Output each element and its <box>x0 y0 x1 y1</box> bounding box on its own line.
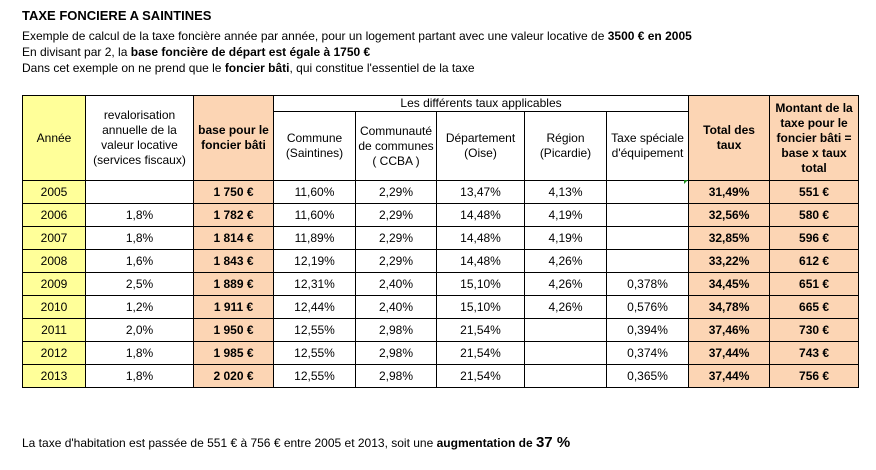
footer-percentage: 37 % <box>535 434 571 451</box>
cell-base: 1 782 € <box>194 204 274 227</box>
cell-departement: 13,47% <box>437 181 525 204</box>
table-row <box>23 204 859 227</box>
cell-annee: 2007 <box>23 227 86 250</box>
cell-region: 4,26% <box>525 250 607 273</box>
intro-line-2-bold: base foncière de départ est égale à 1750 € <box>130 45 371 59</box>
cell-commune: 11,89% <box>274 227 356 250</box>
cell-reval: 2,0% <box>86 319 194 342</box>
cell-ccba: 2,40% <box>356 296 437 319</box>
cell-region: 4,19% <box>525 204 607 227</box>
header-commune: Commune (Saintines) <box>274 112 356 181</box>
cell-departement: 14,48% <box>437 250 525 273</box>
cell-total: 32,56% <box>689 204 770 227</box>
cell-total: 37,44% <box>689 342 770 365</box>
cell-tse: 0,394% <box>607 319 689 342</box>
cell-montant: 580 € <box>770 204 859 227</box>
intro-text <box>22 28 692 76</box>
cell-commune: 12,55% <box>274 319 356 342</box>
footer-summary <box>22 434 570 451</box>
cell-tse: 0,576% <box>607 296 689 319</box>
cell-montant: 730 € <box>770 319 859 342</box>
cell-departement: 21,54% <box>437 365 525 388</box>
cell-tse <box>607 181 689 204</box>
header-group-taux: Les différents taux applicables <box>274 96 689 112</box>
intro-line-3-text: Dans cet exemple on ne prend que le <box>22 61 225 75</box>
cell-departement: 21,54% <box>437 319 525 342</box>
cell-annee: 2005 <box>23 181 86 204</box>
cell-region: 4,19% <box>525 227 607 250</box>
cell-reval: 1,8% <box>86 342 194 365</box>
cell-ccba: 2,98% <box>356 365 437 388</box>
cell-commune: 11,60% <box>274 181 356 204</box>
cell-departement: 14,48% <box>437 204 525 227</box>
cell-montant: 665 € <box>770 296 859 319</box>
cell-total: 34,45% <box>689 273 770 296</box>
cell-ccba: 2,29% <box>356 181 437 204</box>
table-row <box>23 365 859 388</box>
cell-reval: 2,5% <box>86 273 194 296</box>
cell-base: 1 750 € <box>194 181 274 204</box>
header-tse: Taxe spéciale d'équipement <box>607 112 689 181</box>
cell-ccba: 2,29% <box>356 250 437 273</box>
cell-total: 32,85% <box>689 227 770 250</box>
header-base: base pour le foncier bâti <box>194 96 274 181</box>
table-row <box>23 273 859 296</box>
cell-base: 1 889 € <box>194 273 274 296</box>
cell-tse: 0,365% <box>607 365 689 388</box>
cell-annee: 2012 <box>23 342 86 365</box>
footer-text: La taxe d'habitation est passée de 551 € à 756 € entre 2005 et 2013, soit une <box>22 436 437 450</box>
cell-commune: 12,31% <box>274 273 356 296</box>
cell-region <box>525 342 607 365</box>
cell-base: 1 814 € <box>194 227 274 250</box>
cell-base: 1 911 € <box>194 296 274 319</box>
cell-commune: 12,44% <box>274 296 356 319</box>
table-row <box>23 342 859 365</box>
intro-line-2 <box>22 44 692 60</box>
cell-annee: 2009 <box>23 273 86 296</box>
cell-total: 34,78% <box>689 296 770 319</box>
cell-montant: 612 € <box>770 250 859 273</box>
cell-comment-marker <box>684 180 688 184</box>
table-row <box>23 319 859 342</box>
cell-region: 4,26% <box>525 296 607 319</box>
tax-table <box>22 95 859 388</box>
cell-ccba: 2,40% <box>356 273 437 296</box>
cell-ccba: 2,29% <box>356 227 437 250</box>
header-revalorisation: revalorisation annuelle de la valeur locative (services fiscaux) <box>86 96 194 181</box>
header-annee: Année <box>23 96 86 181</box>
cell-tse <box>607 227 689 250</box>
cell-reval: 1,6% <box>86 250 194 273</box>
cell-commune: 12,19% <box>274 250 356 273</box>
header-montant: Montant de la taxe pour le foncier bâti = base x taux total <box>770 96 859 181</box>
cell-departement: 15,10% <box>437 273 525 296</box>
cell-reval: 1,2% <box>86 296 194 319</box>
table-row <box>23 227 859 250</box>
cell-commune: 12,55% <box>274 342 356 365</box>
cell-reval: 1,8% <box>86 204 194 227</box>
header-ccba: Communauté de communes ( CCBA ) <box>356 112 437 181</box>
cell-base: 1 843 € <box>194 250 274 273</box>
intro-line-3-bold: foncier bâti <box>224 61 290 75</box>
intro-line-3-end: , qui constitue l'essentiel de la taxe <box>289 61 475 75</box>
intro-line-3 <box>22 60 692 76</box>
table-row <box>23 181 859 204</box>
intro-line-1-text: Exemple de calcul de la taxe foncière année par année, pour un logement partant avec une valeur locative de <box>22 29 608 43</box>
cell-commune: 11,60% <box>274 204 356 227</box>
footer-bold: augmentation de <box>436 436 533 450</box>
intro-line-2-text: En divisant par 2, la <box>22 45 131 59</box>
table-row <box>23 296 859 319</box>
page-title: TAXE FONCIERE A SAINTINES <box>22 8 212 23</box>
cell-annee: 2008 <box>23 250 86 273</box>
cell-reval: 1,8% <box>86 365 194 388</box>
intro-line-1 <box>22 28 692 44</box>
cell-region <box>525 319 607 342</box>
cell-region: 4,13% <box>525 181 607 204</box>
cell-ccba: 2,98% <box>356 319 437 342</box>
cell-reval: 1,8% <box>86 227 194 250</box>
cell-base: 1 950 € <box>194 319 274 342</box>
cell-tse: 0,378% <box>607 273 689 296</box>
cell-total: 37,46% <box>689 319 770 342</box>
cell-montant: 756 € <box>770 365 859 388</box>
cell-montant: 743 € <box>770 342 859 365</box>
cell-base: 2 020 € <box>194 365 274 388</box>
cell-departement: 15,10% <box>437 296 525 319</box>
table-row <box>23 250 859 273</box>
cell-ccba: 2,98% <box>356 342 437 365</box>
cell-departement: 21,54% <box>437 342 525 365</box>
header-departement: Département (Oise) <box>437 112 525 181</box>
cell-montant: 551 € <box>770 181 859 204</box>
cell-total: 33,22% <box>689 250 770 273</box>
cell-tse <box>607 250 689 273</box>
intro-line-1-bold: 3500 € en 2005 <box>607 29 692 43</box>
cell-ccba: 2,29% <box>356 204 437 227</box>
cell-montant: 596 € <box>770 227 859 250</box>
cell-departement: 14,48% <box>437 227 525 250</box>
cell-reval <box>86 181 194 204</box>
cell-total: 37,44% <box>689 365 770 388</box>
cell-commune: 12,55% <box>274 365 356 388</box>
cell-annee: 2011 <box>23 319 86 342</box>
cell-annee: 2006 <box>23 204 86 227</box>
cell-tse: 0,374% <box>607 342 689 365</box>
header-region: Région (Picardie) <box>525 112 607 181</box>
cell-annee: 2010 <box>23 296 86 319</box>
cell-region <box>525 365 607 388</box>
cell-montant: 651 € <box>770 273 859 296</box>
cell-total: 31,49% <box>689 181 770 204</box>
header-total: Total des taux <box>689 96 770 181</box>
cell-annee: 2013 <box>23 365 86 388</box>
cell-region: 4,26% <box>525 273 607 296</box>
cell-tse <box>607 204 689 227</box>
cell-base: 1 985 € <box>194 342 274 365</box>
